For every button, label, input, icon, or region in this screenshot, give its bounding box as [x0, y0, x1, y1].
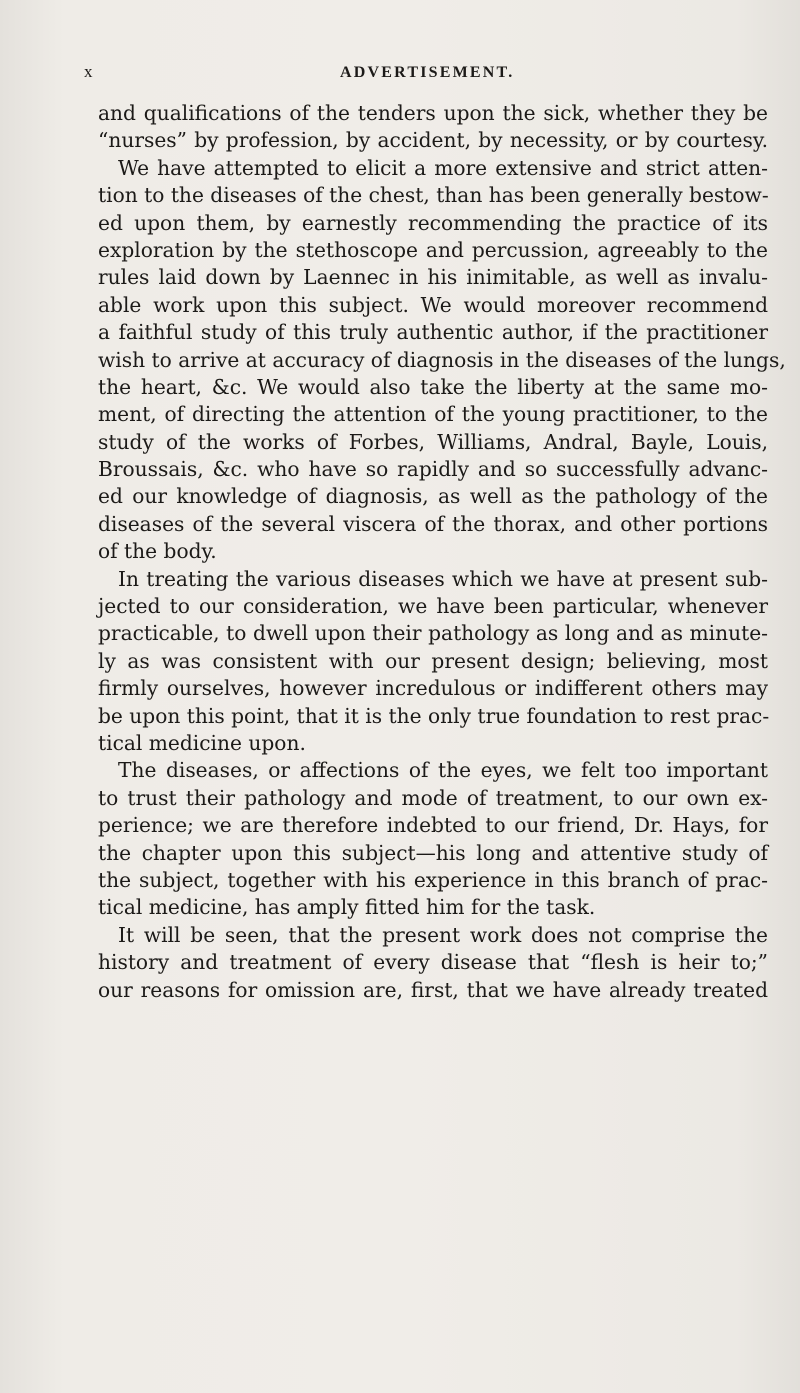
text-line: “nurses” by profession, by accident, by necessity, or by courtesy.: [98, 128, 768, 153]
text-line: ed our knowledge of diagnosis, as well as the pathology of the: [98, 484, 768, 509]
text-line: firmly ourselves, however incredulous or indifferent others may: [98, 676, 768, 701]
text-line: rules laid down by Laennec in his inimitable, as well as invalu-: [98, 265, 768, 290]
text-line: jected to our consideration, we have been particular, whenever: [98, 594, 768, 619]
running-head: [0, 58, 800, 88]
text-line: ment, of directing the attention of the young practitioner, to the: [98, 402, 768, 427]
text-line: study of the works of Forbes, Williams, Andral, Bayle, Louis,: [98, 429, 768, 454]
body-text: [98, 100, 786, 1004]
text-line: wish to arrive at accuracy of diagnosis in the diseases of the lungs,: [98, 347, 786, 372]
text-line: tion to the diseases of the chest, than has been generally bestow-: [98, 183, 769, 208]
text-line: Broussais, &c. who have so rapidly and so successfully advanc-: [98, 457, 768, 482]
text-line: the subject, together with his experience in this branch of prac-: [98, 867, 768, 892]
text-line: our reasons for omission are, first, that we have already treated: [98, 977, 768, 1002]
text-line: diseases of the several viscera of the thorax, and other portions: [98, 511, 768, 536]
text-line: The diseases, or affections of the eyes, we felt too important: [118, 758, 768, 783]
text-line: the chapter upon this subject—his long and attentive study of: [98, 840, 768, 865]
text-line: ed upon them, by earnestly recommending the practice of its: [98, 210, 768, 235]
text-line: the heart, &c. We would also take the liberty at the same mo-: [98, 374, 768, 399]
text-line: and qualifications of the tenders upon the sick, whether they be: [98, 101, 768, 125]
text-line: exploration by the stethoscope and percussion, agreeably to the: [98, 237, 768, 262]
running-title: ADVERTISEMENT.: [340, 64, 515, 81]
text-line: tical medicine upon.: [98, 730, 306, 755]
text-line: of the body.: [98, 539, 217, 564]
text-line: It will be seen, that the present work does not comprise the: [118, 922, 768, 947]
text-line: to trust their pathology and mode of treatment, to our own ex-: [98, 785, 768, 810]
text-line: We have attempted to elicit a more extensive and strict atten-: [118, 155, 768, 180]
text-line: able work upon this subject. We would moreover recommend: [98, 292, 768, 317]
page-number: x: [84, 62, 94, 81]
text-line: be upon this point, that it is the only true foundation to rest prac-: [98, 703, 770, 728]
text-line: history and treatment of every disease that “flesh is heir to;”: [98, 950, 768, 975]
text-line: In treating the various diseases which we have at present sub-: [118, 566, 768, 591]
text-line: tical medicine, has amply fitted him for the task.: [98, 895, 596, 920]
text-line: perience; we are therefore indebted to our friend, Dr. Hays, for: [98, 813, 768, 838]
text-line: a faithful study of this truly authentic author, if the practitioner: [98, 320, 768, 345]
text-line: ly as was consistent with our present design; believing, most: [98, 648, 768, 673]
text-line: practicable, to dwell upon their pathology as long and as minute-: [98, 621, 768, 646]
